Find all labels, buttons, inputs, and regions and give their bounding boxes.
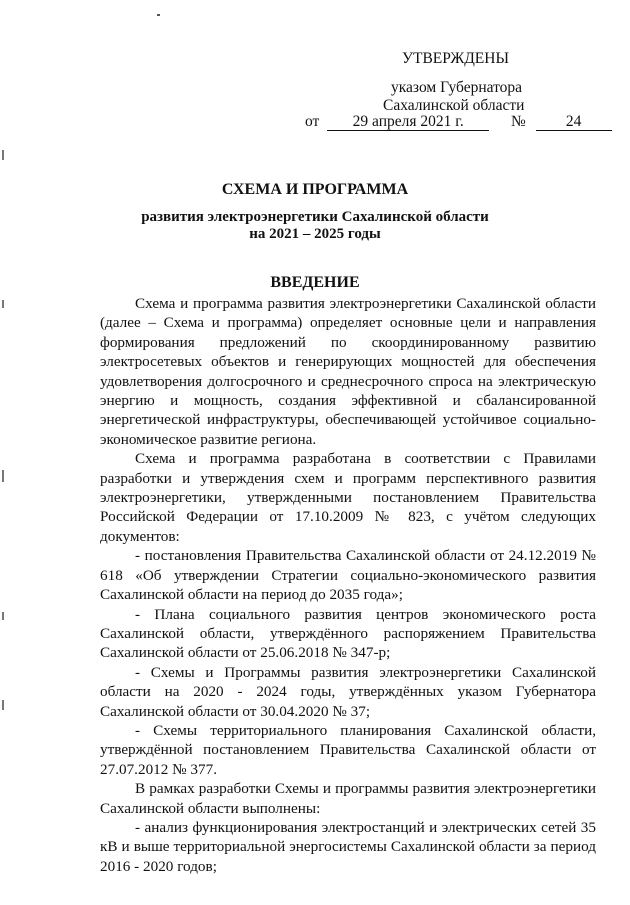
list-item-resolution-618: - постановления Правительства Сахалинской области от 24.12.2019 № 618 «Об утверждении Стратегии социально-экономического развития Сахалинской области на период до 2035 года»; (100, 547, 596, 604)
list-item-social-plan: - Плана социального развития центров экономического роста Сахалинской области, утверждённого распоряжением Правительства Сахалинской области от 25.06.2018 № 347-р; (100, 605, 596, 662)
intro-paragraph-1: Схема и программа развития электроэнергетики Сахалинской области (далее – Схема и программа) определяет основные цели и направления формирования предложений по скоординированному развитию электросетевых объектов и генерирующих мощностей для обеспечения удовлетворения долгосрочного и среднесрочного спроса на электрическую энергию и мощность, создания эффективной и сбалансированной энергетической инфраструктуры, обеспечивающей устойчивое социально-экономическое развитие региона. (100, 295, 596, 448)
intro-paragraph-2: Схема и программа разработана в соответствии с Правилами разработки и утверждения схем и программ перспективного развития электроэнергетики, утвержденными постановлением Правительства Российской Федерации от 17.10.2009 № 823, с учётом следующих документов: (100, 450, 596, 545)
approval-heading: УТВЕРЖДЕНЫ (402, 50, 509, 67)
approval-date-row (305, 113, 612, 131)
approval-date: 29 апреля 2021 г. (327, 114, 489, 131)
approval-line-1: указом Губернатора (391, 79, 523, 96)
list-item-territorial-scheme: - Схемы территориального планирования Сахалинской области, утверждённой постановлением Правительства Сахалинской области от 27.07.2012 № 377. (100, 721, 596, 778)
intro-body (100, 294, 596, 876)
approval-number: 24 (536, 114, 612, 131)
approval-from-label: от (305, 113, 320, 130)
list-item-analysis: - анализ функционирования электростанций и электрических сетей 35 кВ и выше территориальной энергосистемы Сахалинской области за период 2016 - 2020 годов; (100, 818, 596, 875)
document-subtitle-1: развития электроэнергетики Сахалинской области (141, 209, 489, 225)
section-heading-intro: ВВЕДЕНИЕ (270, 274, 360, 291)
document-title: СХЕМА И ПРОГРАММА (221, 181, 409, 198)
approval-line-2: Сахалинской области (383, 97, 525, 114)
list-item-previous-scheme: - Схемы и Программы развития электроэнергетики Сахалинской области на 2020 - 2024 годы, утверждённых указом Губернатора Сахалинской области от 30.04.2020 № 37; (100, 663, 596, 720)
document-subtitle-2: на 2021 – 2025 годы (249, 226, 381, 242)
intro-paragraph-3: В рамках разработки Схемы и программы развития электроэнергетики Сахалинской области выполнены: (100, 780, 596, 817)
approval-number-label: № (510, 113, 526, 130)
scan-dot (157, 14, 160, 16)
